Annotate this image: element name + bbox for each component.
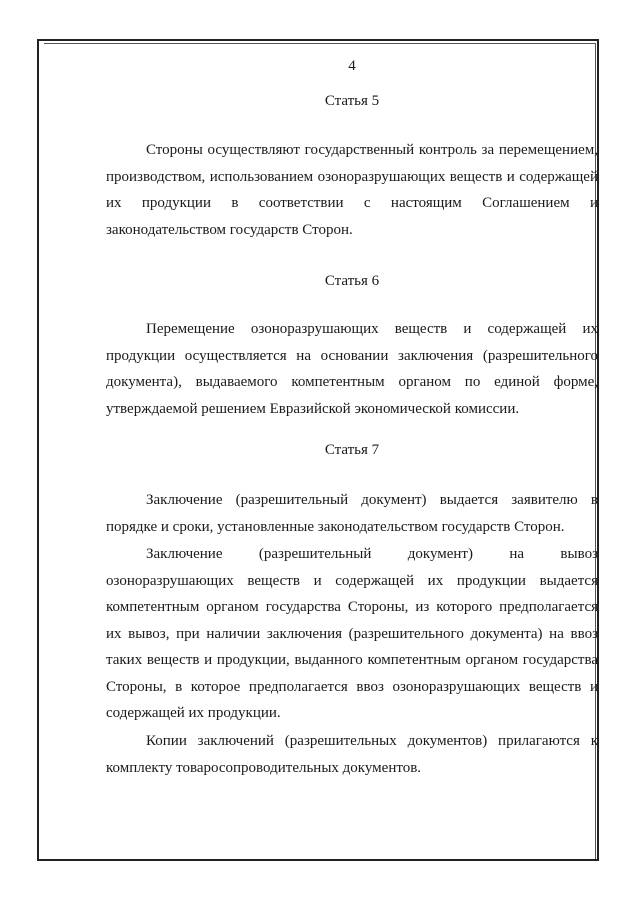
page-number: 4	[348, 58, 356, 74]
article-7-paragraph-1: Заключение (разрешительный документ) выдается заявителю в порядке и сроки, установленные законодательством государств Сторон.	[106, 492, 598, 535]
article-6-paragraph-1: Перемещение озоноразрушающих веществ и содержащей их продукции осуществляется на основании заключения (разрешительного документа), выдаваемого компетентным органом по единой форме, утверждаемой решением Евразийской экономической комиссии.	[106, 321, 598, 417]
article-title-7: Статья 7	[324, 442, 380, 458]
article-title-5: Статья 5	[324, 93, 380, 109]
article-7-paragraph-2: Заключение (разрешительный документ) на вывоз озоноразрушающих веществ и содержащей их продукции выдается компетентным органом государства Стороны, из которого предполагается их вывоз, при наличии заключения (разрешительного документа) на ввоз таких веществ и продукции, выданного компетентным органом государства Стороны, в которое предполагается ввоз озоноразрушающих веществ и содержащей их продукции.	[106, 546, 598, 721]
article-7-paragraph-3: Копии заключений (разрешительных документов) прилагаются к комплекту товаросопроводительных документов.	[106, 733, 598, 776]
article-title-6: Статья 6	[324, 273, 380, 289]
article-5-paragraph-1: Стороны осуществляют государственный контроль за перемещением, производством, использованием озоноразрушающих веществ и содержащей их продукции в соответствии с настоящим Соглашением и законодательством государств Сторон.	[106, 142, 598, 238]
